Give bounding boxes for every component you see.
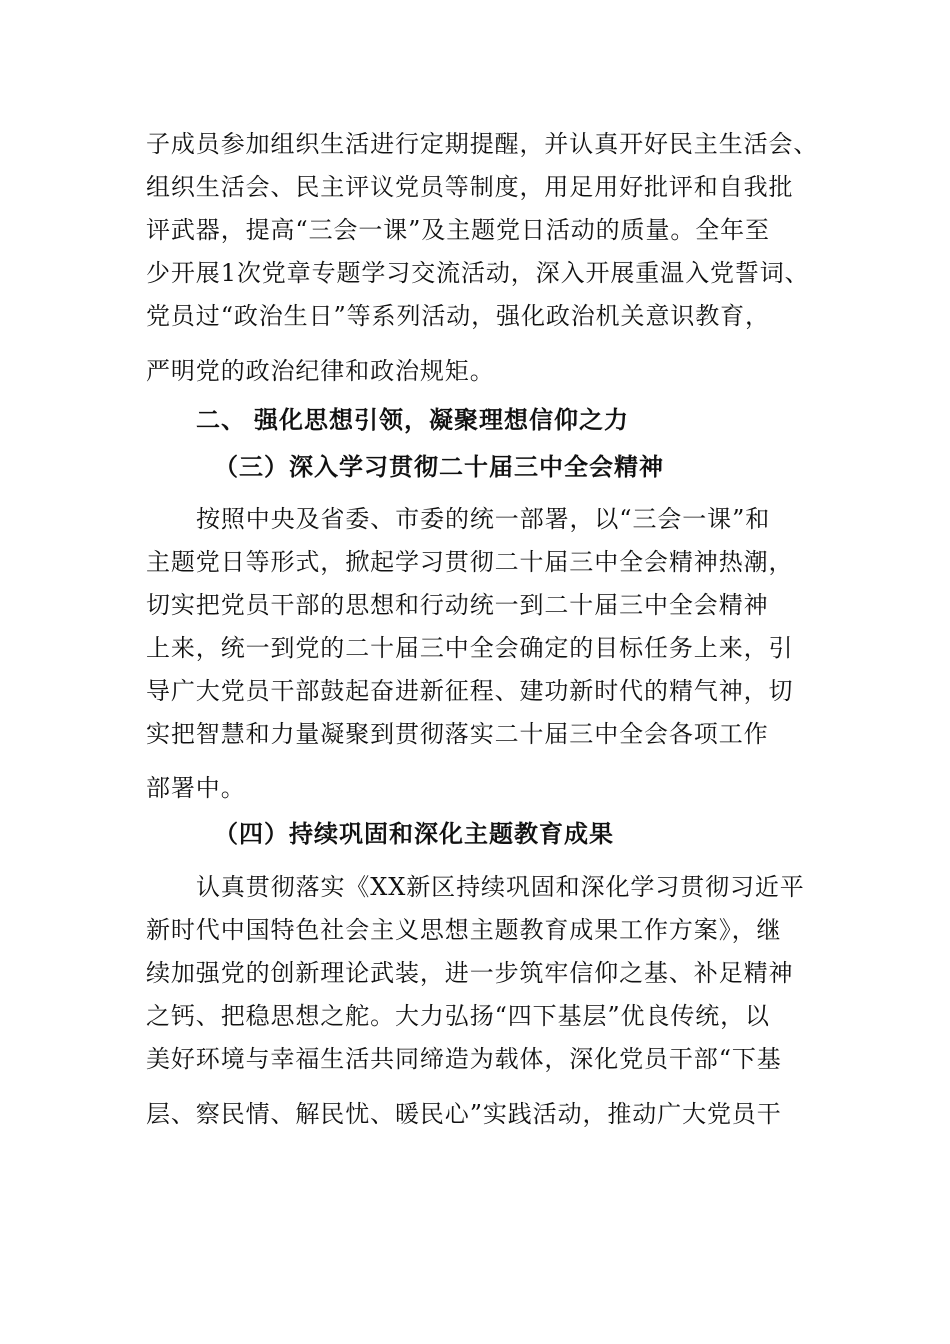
subsection-3-line-6: 实把智慧和力量凝聚到贯彻落实二十届三中全会各项工作 <box>146 720 769 748</box>
subsection-4-line-2: 新时代中国特色社会主义思想主题教育成果工作方案》，继 <box>146 916 782 944</box>
subsection-4-heading: （四）持续巩固和深化主题教育成果 <box>214 820 614 848</box>
subsection-3-line-4: 上来，统一到党的二十届三中全会确定的目标任务上来，引 <box>146 634 794 662</box>
section-2-heading <box>196 404 816 436</box>
paragraph-1-line-1: 子成员参加组织生活进行定期提醒，并认真开好民主生活会、 <box>146 130 819 158</box>
section-2-title: 强化思想引领，凝聚理想信仰之力 <box>254 406 629 434</box>
paragraph-1-line-3: 评武器，提高“三会一课”及主题党日活动的质量。全年至 <box>146 216 770 244</box>
subsection-3-line-3: 切实把党员干部的思想和行动统一到二十届三中全会精神 <box>146 591 769 619</box>
subsection-3-line-5: 导广大党员干部鼓起奋进新征程、建功新时代的精气神，切 <box>146 677 794 705</box>
subsection-4-line-5: 美好环境与幸福生活共同缔造为载体，深化党员干部“下基 <box>146 1045 782 1073</box>
paragraph-1-line-4: 少开展1次党章专题学习交流活动，深入开展重温入党誓词、 <box>146 259 810 287</box>
paragraph-1-line-6: 严明党的政治纪律和政治规矩。 <box>146 357 495 385</box>
paragraph-1-line-5: 党员过“政治生日”等系列活动，强化政治机关意识教育， <box>146 302 770 330</box>
subsection-3-line-7: 部署中。 <box>146 774 246 802</box>
subsection-4-line-6: 层、察民情、解民忧、暖民心”实践活动，推动广大党员干 <box>146 1100 782 1128</box>
subsection-3-line-1: 按照中央及省委、市委的统一部署，以“三会一课”和 <box>196 505 771 533</box>
subsection-3-line-2: 主题党日等形式，掀起学习贯彻二十届三中全会精神热潮， <box>146 548 794 576</box>
section-2-number: 二、 <box>196 406 246 434</box>
subsection-4-line-1: 认真贯彻落实《XX新区持续巩固和深化学习贯彻习近平 <box>196 873 805 901</box>
subsection-4-line-4: 之钙、把稳思想之舵。大力弘扬“四下基层”优良传统，以 <box>146 1002 770 1030</box>
subsection-4-line-3: 续加强党的创新理论武装，进一步筑牢信仰之基、补足精神 <box>146 959 794 987</box>
paragraph-1-line-2: 组织生活会、民主评议党员等制度，用足用好批评和自我批 <box>146 173 794 201</box>
subsection-3-heading: （三）深入学习贯彻二十届三中全会精神 <box>214 453 664 481</box>
